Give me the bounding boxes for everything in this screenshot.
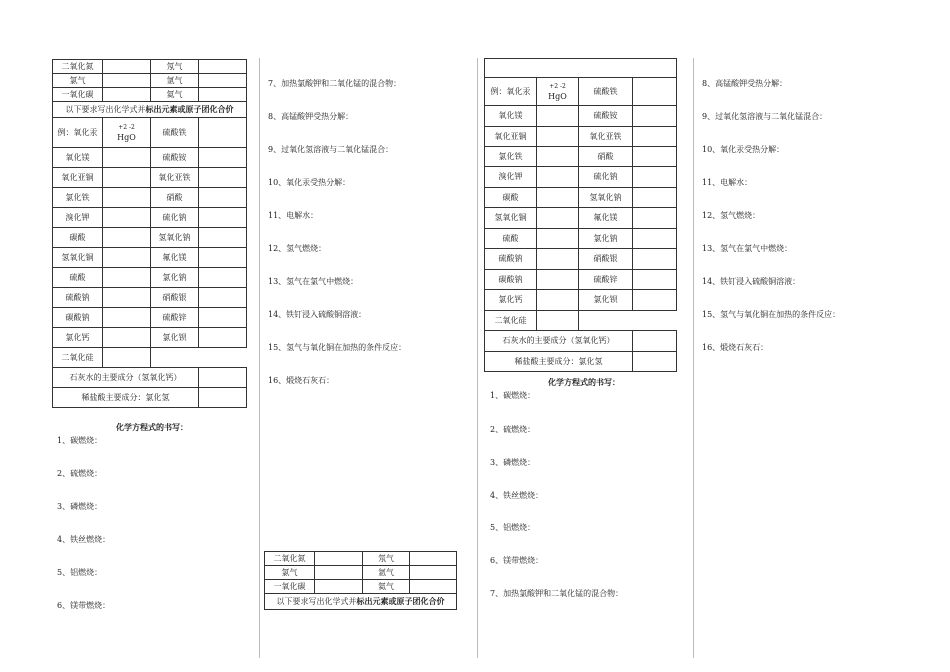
answer-cell[interactable] xyxy=(537,229,579,249)
equation-prompt: 7、加热氯酸钾和二氧化锰的混合物： xyxy=(268,79,402,88)
compound-name: 硫酸钠 xyxy=(53,288,103,308)
compound-name: 氧化亚铁 xyxy=(579,127,633,147)
column-divider xyxy=(693,58,694,658)
equation-prompt: 16、煅烧石灰石： xyxy=(268,376,335,385)
equation-prompt: 3、磷燃烧： xyxy=(57,502,103,511)
instruction-text: 以下要求写出化学式并 xyxy=(276,596,357,606)
answer-cell[interactable] xyxy=(103,268,151,288)
compound-name: 碳酸 xyxy=(53,228,103,248)
answer-cell[interactable] xyxy=(633,147,677,167)
compound-name: 二氧化硅 xyxy=(53,348,103,368)
equation-prompt: 5、铝燃烧： xyxy=(490,523,536,532)
compound-name: 氯化钡 xyxy=(151,328,199,348)
answer-cell[interactable] xyxy=(633,78,677,106)
compound-name: 硫酸铵 xyxy=(151,148,199,168)
answer-cell[interactable] xyxy=(103,168,151,188)
answer-cell[interactable] xyxy=(199,368,247,388)
example-formula xyxy=(103,118,151,148)
equation-prompt: 11、电解水： xyxy=(268,211,319,220)
equation-prompt: 11、电解水： xyxy=(702,178,753,187)
compound-name: 氧化镁 xyxy=(485,106,537,127)
answer-cell[interactable] xyxy=(537,188,579,208)
compound-name: 硫酸 xyxy=(53,268,103,288)
compounds-table xyxy=(484,58,677,372)
answer-cell[interactable] xyxy=(103,208,151,228)
answer-cell[interactable] xyxy=(199,208,247,228)
gas-name: 二氧化氮 xyxy=(53,60,103,74)
answer-cell[interactable] xyxy=(103,88,151,102)
compound-name: 氯化钙 xyxy=(485,290,537,311)
answer-cell[interactable] xyxy=(315,552,363,566)
compound-name: 碳酸钠 xyxy=(485,270,537,290)
answer-cell[interactable] xyxy=(103,328,151,348)
compound-name: 氯化钠 xyxy=(579,229,633,249)
compound-name: 氧化镁 xyxy=(53,148,103,168)
answer-cell[interactable] xyxy=(633,208,677,229)
blank-cell xyxy=(151,348,247,368)
compound-name: 氯化铁 xyxy=(53,188,103,208)
answer-cell[interactable] xyxy=(103,188,151,208)
compound-name: 硫酸钠 xyxy=(485,249,537,270)
answer-cell[interactable] xyxy=(633,167,677,188)
example-label: 例：氧化汞 xyxy=(485,78,537,106)
answer-cell[interactable] xyxy=(537,208,579,229)
answer-cell[interactable] xyxy=(103,308,151,328)
answer-cell[interactable] xyxy=(633,249,677,270)
compound-name: 硫酸锌 xyxy=(151,308,199,328)
equation-prompt: 9、过氧化氢溶液与二氧化锰混合： xyxy=(702,112,828,121)
answer-cell[interactable] xyxy=(537,147,579,167)
answer-cell[interactable] xyxy=(537,290,579,311)
gas-name: 氦气 xyxy=(151,88,199,102)
answer-cell[interactable] xyxy=(199,60,247,74)
answer-cell[interactable] xyxy=(199,74,247,88)
equation-prompt: 6、镁带燃烧： xyxy=(490,556,544,565)
equation-prompt: 2、硫燃烧： xyxy=(57,469,103,478)
compound-name: 硫酸 xyxy=(485,229,537,249)
compound-name: 氧化亚铜 xyxy=(53,168,103,188)
answer-cell[interactable] xyxy=(103,348,151,368)
equation-prompt: 8、高锰酸钾受热分解： xyxy=(268,112,354,121)
example-label: 例：氧化汞 xyxy=(53,118,103,148)
compound-name: 氯化铁 xyxy=(485,147,537,167)
gas-name: 氯气 xyxy=(265,566,315,580)
example-formula xyxy=(537,78,579,106)
answer-cell[interactable] xyxy=(103,74,151,88)
equation-prompt: 13、氢气在氯气中燃烧： xyxy=(702,244,793,253)
answer-cell[interactable] xyxy=(537,127,579,147)
example-charge: +2 -2 xyxy=(118,123,135,131)
compound-name: 硫化钠 xyxy=(151,208,199,228)
answer-cell[interactable] xyxy=(410,566,457,580)
equation-prompt: 14、铁钉浸入硫酸铜溶液： xyxy=(702,277,801,286)
equation-prompt: 8、高锰酸钾受热分解： xyxy=(702,79,788,88)
gas-name: 氖气 xyxy=(363,552,410,566)
compound-name: 溴化钾 xyxy=(53,208,103,228)
gas-name: 氩气 xyxy=(363,566,410,580)
compound-name: 硫酸铵 xyxy=(579,106,633,127)
column-divider xyxy=(259,58,260,658)
compound-name: 氟化镁 xyxy=(151,248,199,268)
answer-cell[interactable] xyxy=(199,168,247,188)
gases-table xyxy=(52,59,247,408)
compound-name: 氧化亚铜 xyxy=(485,127,537,147)
equation-prompt: 16、煅烧石灰石： xyxy=(702,343,769,352)
answer-cell[interactable] xyxy=(199,248,247,268)
compound-name: 氯化钠 xyxy=(151,268,199,288)
gas-name: 一氧化碳 xyxy=(265,580,315,594)
blank-cell xyxy=(579,311,677,331)
equation-prompt: 7、加热氯酸钾和二氧化锰的混合物： xyxy=(490,589,624,598)
compound-name: 氯化钙 xyxy=(53,328,103,348)
gas-name: 一氧化碳 xyxy=(53,88,103,102)
column-2-table xyxy=(264,551,457,610)
answer-cell[interactable] xyxy=(633,188,677,208)
instruction-text: 以下要求写出化学式并 xyxy=(65,104,146,114)
compound-name: 硫酸铁 xyxy=(579,78,633,106)
gas-name: 氯气 xyxy=(53,74,103,88)
equation-prompt: 15、氢气与氧化铜在加热的条件反应： xyxy=(702,310,841,319)
equation-prompt: 9、过氧化氢溶液与二氧化锰混合： xyxy=(268,145,394,154)
compound-name: 硝酸 xyxy=(151,188,199,208)
compound-name: 氧化亚铁 xyxy=(151,168,199,188)
compound-name: 硫酸锌 xyxy=(579,270,633,290)
example-formula-text: HgO xyxy=(117,132,136,142)
blank-header xyxy=(485,59,677,78)
equation-heading: 化学方程式的书写： xyxy=(548,378,620,387)
equation-prompt: 2、硫燃烧： xyxy=(490,425,536,434)
answer-cell[interactable] xyxy=(103,288,151,308)
column-3 xyxy=(484,58,677,372)
compound-name: 碳酸钠 xyxy=(53,308,103,328)
column-divider xyxy=(477,58,478,658)
equation-prompt: 12、氢气燃烧： xyxy=(268,244,327,253)
gas-name: 氩气 xyxy=(151,74,199,88)
wide-compound: 石灰水的主要成分（氢氧化钙） xyxy=(485,331,633,352)
equation-prompt: 5、铝燃烧： xyxy=(57,568,103,577)
compound-name: 硝酸银 xyxy=(151,288,199,308)
answer-cell[interactable] xyxy=(103,228,151,248)
gas-name: 二氧化氮 xyxy=(265,552,315,566)
answer-cell[interactable] xyxy=(633,270,677,290)
equation-prompt: 15、氢气与氧化铜在加热的条件反应： xyxy=(268,343,407,352)
compound-name: 碳酸 xyxy=(485,188,537,208)
instruction-row xyxy=(265,594,457,610)
answer-cell[interactable] xyxy=(633,352,677,372)
answer-cell[interactable] xyxy=(410,552,457,566)
answer-cell[interactable] xyxy=(199,188,247,208)
answer-cell[interactable] xyxy=(537,249,579,270)
answer-cell[interactable] xyxy=(315,566,363,580)
equation-prompt: 1、碳燃烧： xyxy=(490,391,536,400)
answer-cell[interactable] xyxy=(199,148,247,168)
compound-name: 硝酸银 xyxy=(579,249,633,270)
answer-cell[interactable] xyxy=(199,118,247,148)
gases-table xyxy=(264,551,457,610)
compound-name: 溴化钾 xyxy=(485,167,537,188)
equation-prompt: 14、铁钉浸入硫酸铜溶液： xyxy=(268,310,367,319)
answer-cell[interactable] xyxy=(199,388,247,408)
equation-prompt: 10、氧化汞受热分解： xyxy=(268,178,351,187)
answer-cell[interactable] xyxy=(633,290,677,311)
answer-cell[interactable] xyxy=(199,328,247,348)
equation-heading: 化学方程式的书写： xyxy=(116,423,188,432)
instruction-bold: 标出元素或原子团化合价 xyxy=(145,104,234,114)
answer-cell[interactable] xyxy=(537,106,579,127)
answer-cell[interactable] xyxy=(103,148,151,168)
compound-name: 氢氧化铜 xyxy=(485,208,537,229)
compound-name: 硫酸铁 xyxy=(151,118,199,148)
instruction-bold: 标出元素或原子团化合价 xyxy=(356,596,445,606)
answer-cell[interactable] xyxy=(315,580,363,594)
column-1 xyxy=(52,59,247,408)
compound-name: 氢氧化铜 xyxy=(53,248,103,268)
wide-compound: 石灰水的主要成分（氢氧化钙） xyxy=(53,368,199,388)
gas-name: 氦气 xyxy=(363,580,410,594)
compound-name: 硝酸 xyxy=(579,147,633,167)
equation-prompt: 1、碳燃烧： xyxy=(57,436,103,445)
wide-compound: 稀盐酸主要成分：氯化氢 xyxy=(53,388,199,408)
equation-prompt: 4、铁丝燃烧： xyxy=(57,535,111,544)
compound-name: 二氧化硅 xyxy=(485,311,537,331)
answer-cell[interactable] xyxy=(199,88,247,102)
compound-name: 氯化钡 xyxy=(579,290,633,311)
equation-prompt: 6、镁带燃烧： xyxy=(57,601,111,610)
gas-name: 氖气 xyxy=(151,60,199,74)
equation-prompt: 12、氢气燃烧： xyxy=(702,211,761,220)
instruction-row xyxy=(53,102,247,118)
equation-prompt: 4、铁丝燃烧： xyxy=(490,491,544,500)
answer-cell[interactable] xyxy=(633,106,677,127)
wide-compound: 稀盐酸主要成分：氯化氢 xyxy=(485,352,633,372)
compound-name: 氢氧化钠 xyxy=(579,188,633,208)
compound-name: 氢氧化钠 xyxy=(151,228,199,248)
compound-name: 氟化镁 xyxy=(579,208,633,229)
equation-prompt: 13、氢气在氯气中燃烧： xyxy=(268,277,359,286)
answer-cell[interactable] xyxy=(103,60,151,74)
example-charge: +2 -2 xyxy=(549,82,566,90)
compound-name: 硫化钠 xyxy=(579,167,633,188)
answer-cell[interactable] xyxy=(199,268,247,288)
answer-cell[interactable] xyxy=(537,167,579,188)
answer-cell[interactable] xyxy=(537,311,579,331)
answer-cell[interactable] xyxy=(633,127,677,147)
equation-prompt: 3、磷燃烧： xyxy=(490,458,536,467)
equation-prompt: 10、氧化汞受热分解： xyxy=(702,145,785,154)
answer-cell[interactable] xyxy=(199,308,247,328)
answer-cell[interactable] xyxy=(633,229,677,249)
answer-cell[interactable] xyxy=(537,270,579,290)
answer-cell[interactable] xyxy=(199,288,247,308)
answer-cell[interactable] xyxy=(633,331,677,352)
answer-cell[interactable] xyxy=(410,580,457,594)
example-formula-text: HgO xyxy=(548,91,567,101)
answer-cell[interactable] xyxy=(199,228,247,248)
answer-cell[interactable] xyxy=(103,248,151,268)
